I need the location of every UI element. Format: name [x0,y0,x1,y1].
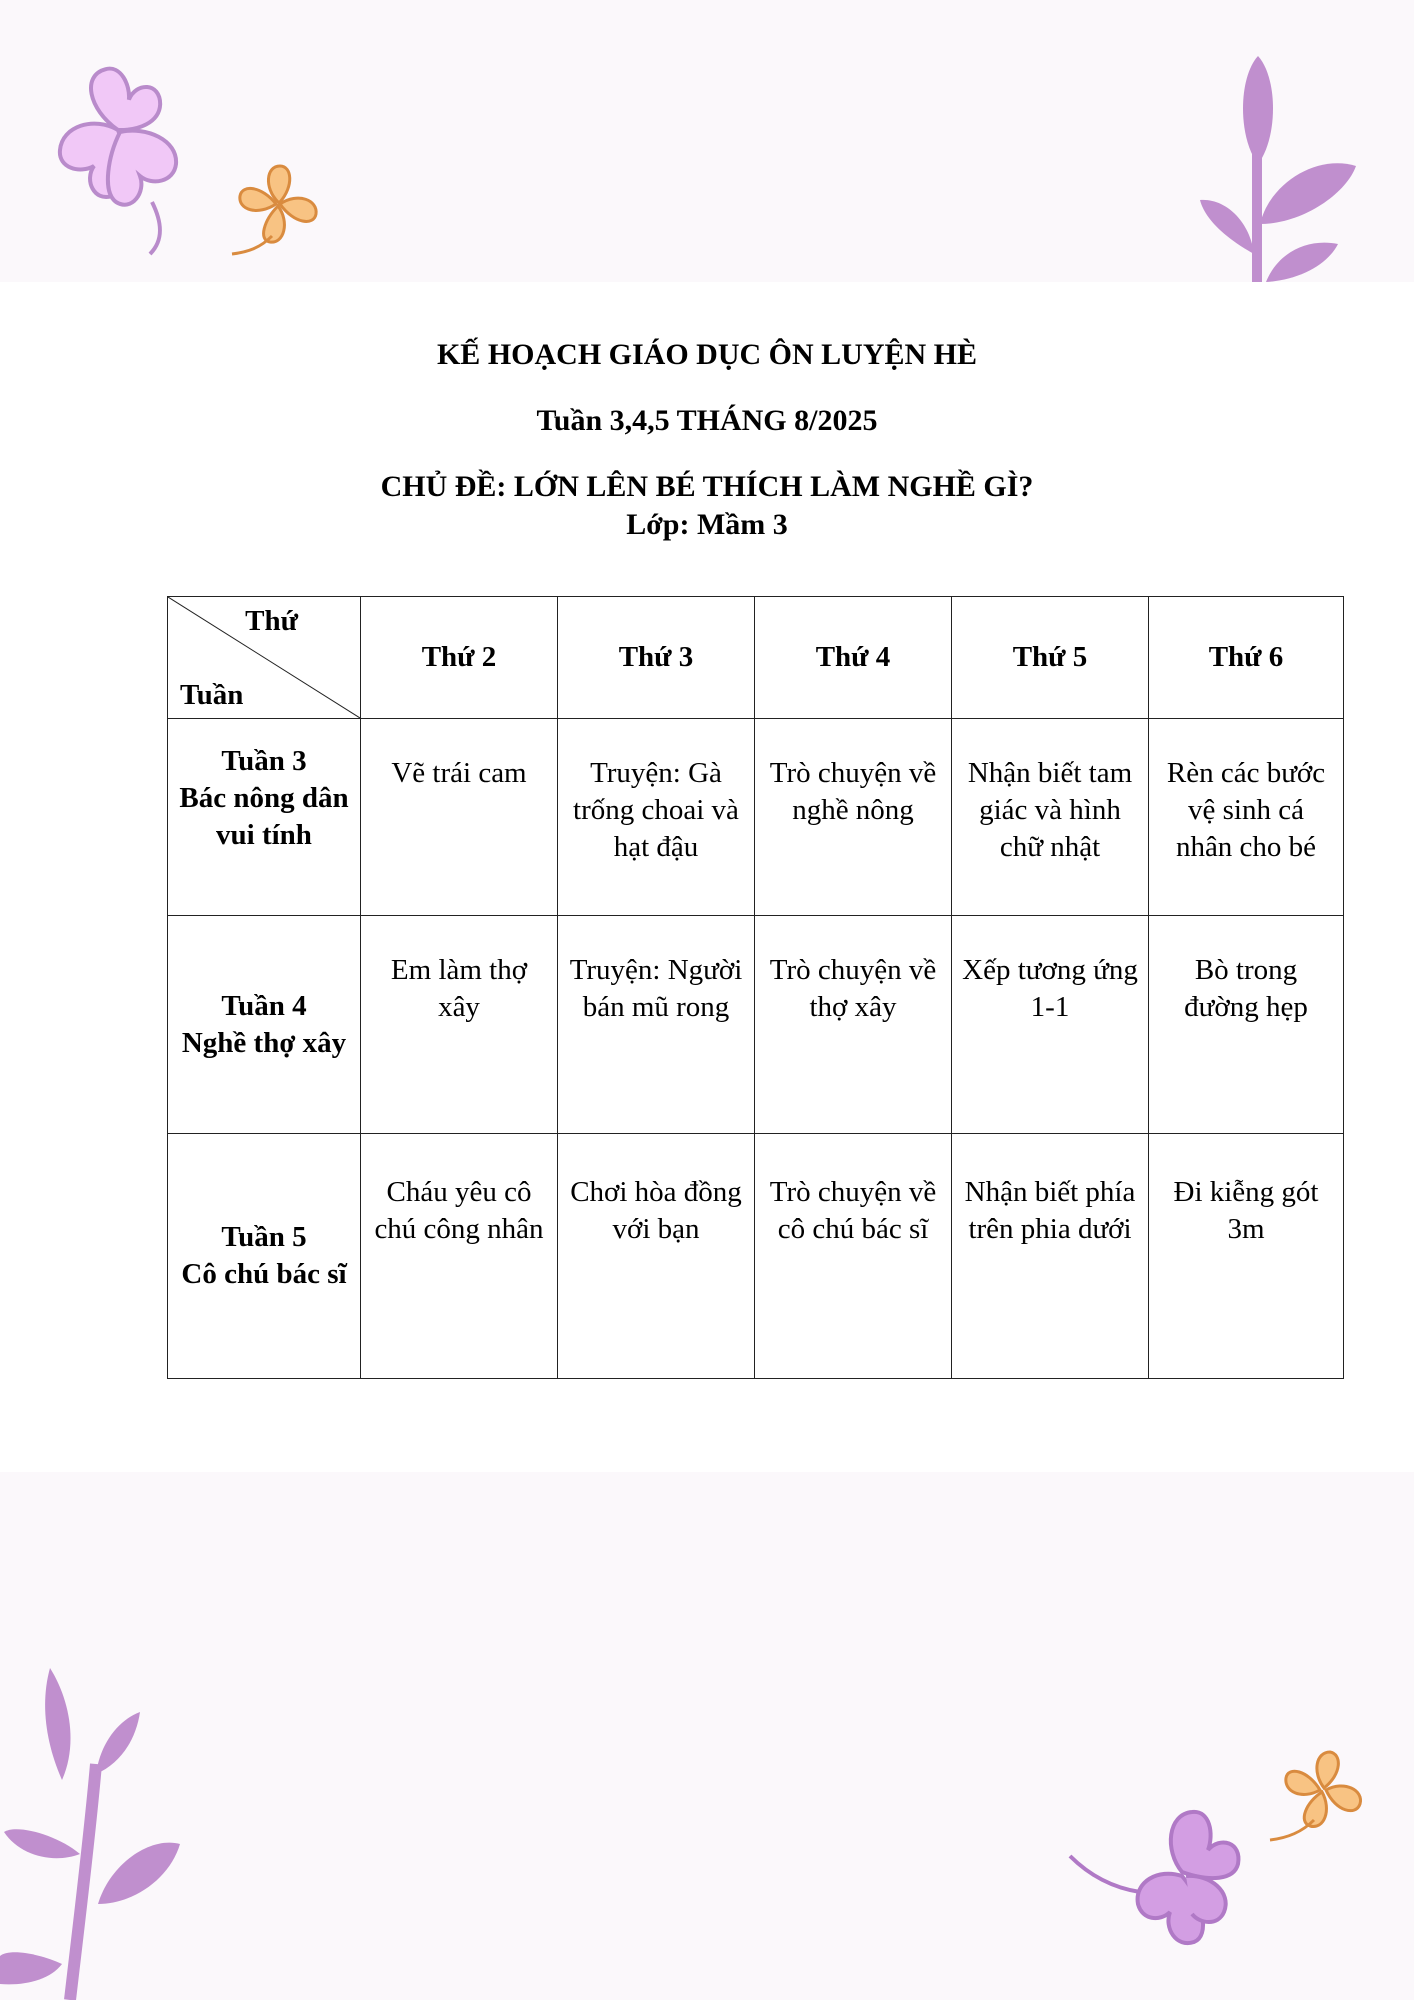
activity-cell: Xếp tương ứng 1-1 [952,916,1149,1134]
column-header: Thứ 6 [1149,597,1344,719]
activity-cell: Em làm thợ xây [361,916,558,1134]
lesson-plan-table [167,596,1344,1379]
activity-cell: Trò chuyện về thợ xây [755,916,952,1134]
row-header [168,1134,361,1379]
activity-cell: Truyện: Gà trống choai và hạt đậu [558,719,755,916]
table-row [168,916,1344,1134]
lilac-clover-icon [40,52,190,257]
activity-cell: Trò chuyện về cô chú bác sĩ [755,1134,952,1379]
document-title: KẾ HOẠCH GIÁO DỤC ÔN LUYỆN HÈ [436,338,978,371]
activity-cell: Vẽ trái cam [361,719,558,916]
activity-cell: Rèn các bước vệ sinh cá nhân cho bé [1149,719,1344,916]
document-class: Lớp: Mầm 3 [626,508,788,541]
purple-vine-icon [0,1664,200,2000]
purple-leaf-branch-icon [1196,54,1372,282]
purple-clover-icon [1064,1796,1264,1956]
orange-flower-icon [228,158,328,258]
activity-cell: Bò trong đường hẹp [1149,916,1344,1134]
week-topic: Bác nông dân vui tính [179,782,349,851]
corner-label-day: Thứ [245,605,298,637]
week-label: Tuần 3 [221,745,307,777]
week-topic: Cô chú bác sĩ [181,1258,347,1290]
orange-flower-bottom-icon [1262,1746,1374,1846]
column-header: Thứ 2 [361,597,558,719]
column-header: Thứ 5 [952,597,1149,719]
week-topic: Nghề thợ xây [181,1026,347,1059]
document-heading [0,336,1414,544]
week-label: Tuần 5 [221,1221,307,1253]
activity-cell: Chơi hòa đồng với bạn [558,1134,755,1379]
activity-cell: Nhận biết tam giác và hình chữ nhật [952,719,1149,916]
activity-cell: Nhận biết phía trên phia dưới [952,1134,1149,1379]
activity-cell: Cháu yêu cô chú công nhân [361,1134,558,1379]
activity-cell: Đi kiễng gót 3m [1149,1134,1344,1379]
row-header [168,719,361,916]
table-row [168,1134,1344,1379]
document-theme: CHỦ ĐỀ: LỚN LÊN BÉ THÍCH LÀM NGHỀ GÌ? [380,470,1034,503]
week-label: Tuần 4 [221,989,307,1022]
document-subtitle: Tuần 3,4,5 THÁNG 8/2025 [536,404,878,437]
corner-label-week: Tuần [180,679,244,711]
table-row [168,719,1344,916]
row-header [168,916,361,1134]
table-corner-cell [168,597,361,719]
table-header-row [168,597,1344,719]
column-header: Thứ 3 [558,597,755,719]
activity-cell: Trò chuyện về nghề nông [755,719,952,916]
column-header: Thứ 4 [755,597,952,719]
activity-cell: Truyện: Người bán mũ rong [558,916,755,1134]
